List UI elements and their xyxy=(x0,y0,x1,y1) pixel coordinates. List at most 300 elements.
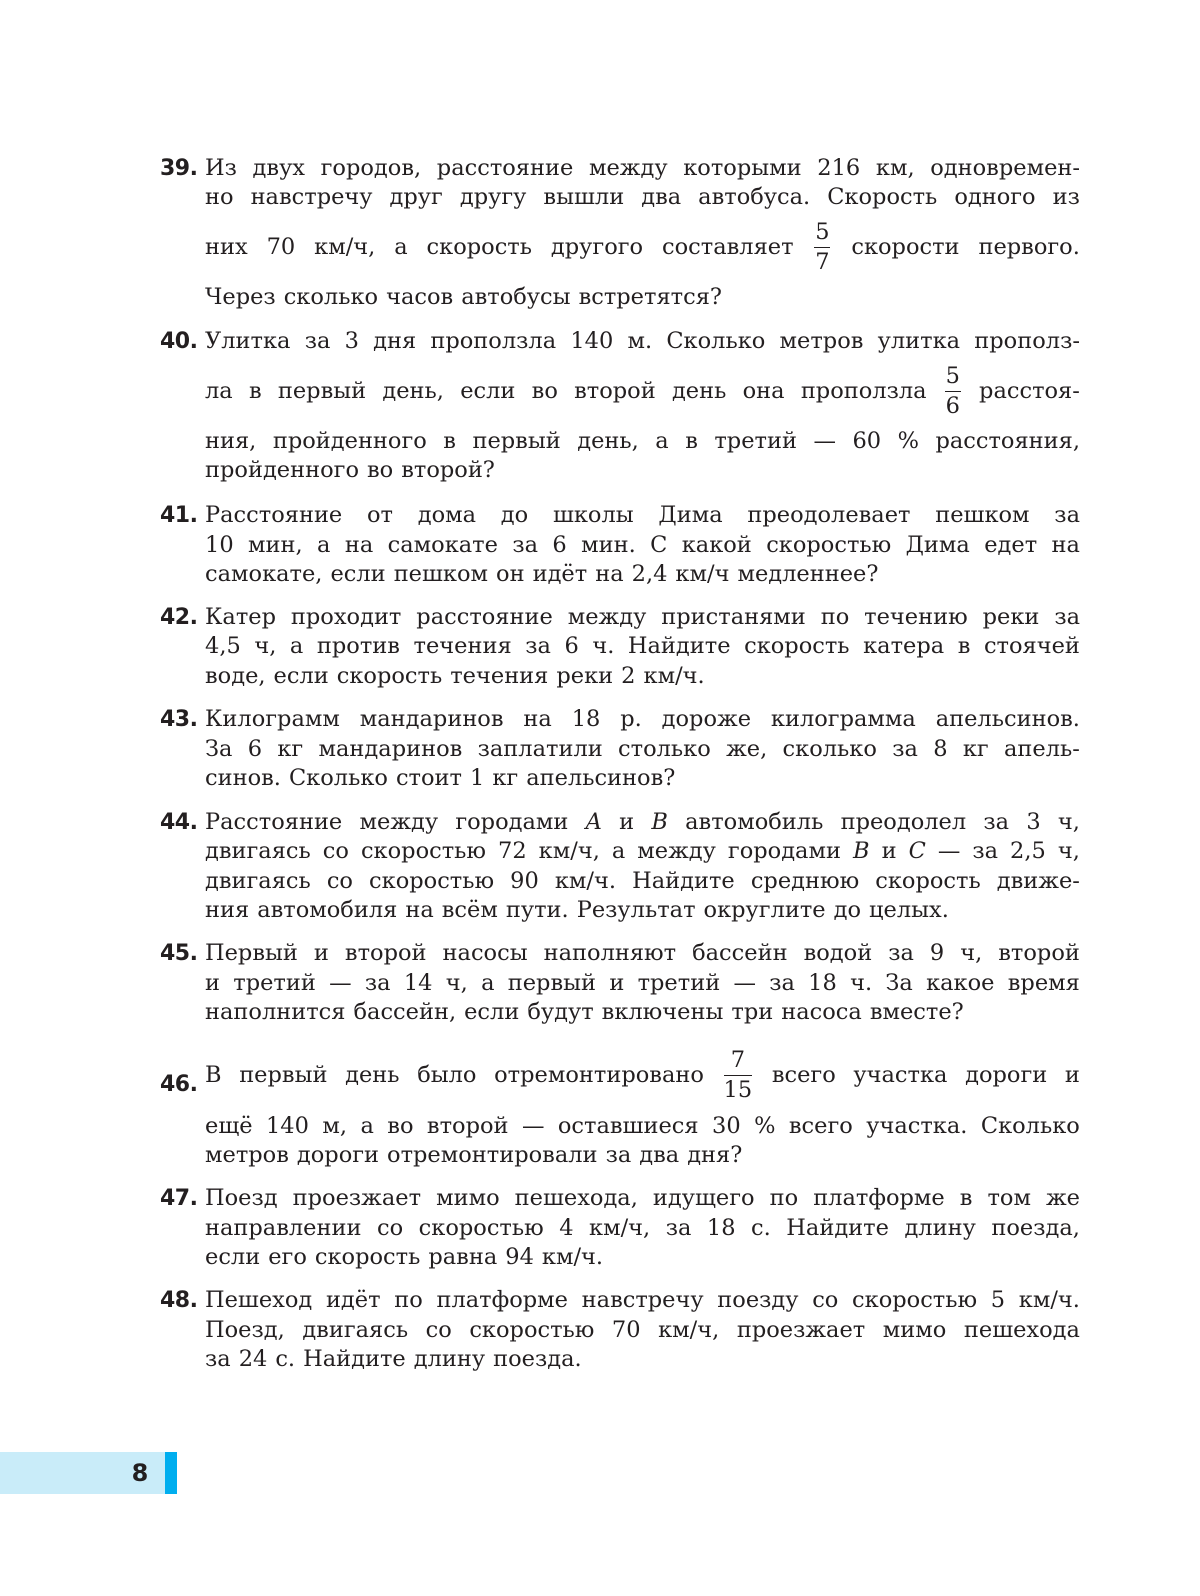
problem-number: 46. xyxy=(160,1072,198,1097)
word: км/ч. xyxy=(554,868,617,894)
word: третий xyxy=(233,970,316,996)
word: со xyxy=(326,868,353,894)
word: кг xyxy=(492,765,519,791)
word: 30 xyxy=(712,1113,741,1139)
word: во xyxy=(387,1113,414,1139)
word: и xyxy=(1064,1062,1080,1088)
word: Пешеход xyxy=(205,1287,313,1313)
word: пройденного xyxy=(272,428,427,454)
word: скоростью xyxy=(369,868,495,894)
word: вышли xyxy=(543,184,625,210)
fraction-denominator: 15 xyxy=(723,1077,753,1103)
word: За xyxy=(885,970,913,996)
fraction-numerator: 5 xyxy=(945,363,960,389)
word: второй xyxy=(998,940,1080,966)
word: том xyxy=(987,1185,1031,1211)
word: стоит xyxy=(395,765,462,791)
word: 1 xyxy=(470,765,485,791)
problem-number: 40. xyxy=(160,329,198,354)
problem-text-line xyxy=(205,1344,1080,1374)
word: между xyxy=(637,838,716,864)
word: бассейн, xyxy=(353,999,457,1025)
word: в xyxy=(959,1185,973,1211)
word: идёт xyxy=(532,561,588,587)
word: часов xyxy=(386,284,454,310)
fraction-numerator: 5 xyxy=(815,219,830,245)
word: 18 xyxy=(706,1215,736,1241)
word xyxy=(586,807,602,837)
word: второй xyxy=(426,1113,509,1139)
problem-number: 41. xyxy=(160,503,198,528)
word: и xyxy=(619,809,635,835)
word: км/ч. xyxy=(643,663,705,689)
word: которыми xyxy=(683,155,802,181)
fraction-denominator: 6 xyxy=(945,393,960,419)
word: день xyxy=(345,1062,400,1088)
fraction-denominator: 7 xyxy=(815,249,830,275)
word: наполняют xyxy=(543,940,677,966)
word: а xyxy=(317,532,331,558)
word: за xyxy=(1054,604,1080,630)
word: Сколько xyxy=(666,328,766,354)
word: второй? xyxy=(401,457,495,483)
word: проезжает xyxy=(292,1185,422,1211)
problem-number: 45. xyxy=(160,941,198,966)
word: 6 xyxy=(564,633,579,659)
word: — xyxy=(329,970,352,996)
word: до xyxy=(833,897,862,923)
word: пешехода xyxy=(963,1317,1080,1343)
word: навстречу xyxy=(250,184,373,210)
word: Найдите xyxy=(632,868,735,894)
word: она xyxy=(742,378,785,404)
word: же, xyxy=(726,736,768,762)
problem-text-line xyxy=(205,938,1080,968)
word: Сколько xyxy=(980,1113,1080,1139)
word: ла xyxy=(205,378,233,404)
word: Катер xyxy=(205,604,276,630)
word: сколько xyxy=(782,736,877,762)
word: мин. xyxy=(581,532,636,558)
word: ещё xyxy=(205,1113,253,1139)
word: день, xyxy=(382,378,444,404)
word: м, xyxy=(322,1113,348,1139)
word: км/ч xyxy=(675,561,730,587)
word: между xyxy=(567,604,647,630)
word: скоростью xyxy=(852,1287,978,1313)
word: 94 xyxy=(505,1244,534,1270)
word: 2,4 xyxy=(631,561,668,587)
word: ч, xyxy=(1057,838,1080,864)
word: по xyxy=(394,1287,423,1313)
problem-text-line xyxy=(205,836,1080,866)
word: проезжает xyxy=(736,1317,866,1343)
word: км/ч. xyxy=(1018,1287,1080,1313)
word: — xyxy=(937,838,961,864)
word: км/ч, xyxy=(658,1317,720,1343)
word: мандаринов xyxy=(318,736,463,762)
word: двух xyxy=(252,155,305,181)
word: по xyxy=(769,1185,799,1211)
word: движе- xyxy=(996,868,1080,894)
word: а xyxy=(394,234,408,260)
word: кг xyxy=(962,736,989,762)
word: ния, xyxy=(205,428,257,454)
word: дня? xyxy=(687,1142,743,1168)
problem-text-line xyxy=(205,763,1080,793)
word: городами xyxy=(455,809,569,835)
word: во xyxy=(366,457,394,483)
word: но xyxy=(205,184,234,210)
word: поезда, xyxy=(991,1215,1080,1241)
page-number-accent-stripe xyxy=(165,1452,177,1494)
word: в xyxy=(443,428,456,454)
word: расстоя- xyxy=(979,378,1080,404)
fraction xyxy=(724,1048,753,1102)
problem-text-line xyxy=(205,455,1080,485)
problem-number: 39. xyxy=(160,156,198,181)
word: метров xyxy=(779,328,864,354)
word: за xyxy=(512,532,539,558)
word: реки xyxy=(982,604,1040,630)
word: двигаясь xyxy=(205,838,311,864)
problem-text-line xyxy=(205,661,1080,691)
word: 90 xyxy=(510,868,539,894)
word: с. xyxy=(751,1215,771,1241)
word: стоячей xyxy=(983,633,1080,659)
problem-text-line xyxy=(205,807,1080,837)
word: в xyxy=(248,378,262,404)
word: округлите xyxy=(703,897,826,923)
word: наполнится xyxy=(205,999,346,1025)
problem-number: 48. xyxy=(160,1288,198,1313)
word: Первый xyxy=(205,940,298,966)
word: Найдите xyxy=(627,633,731,659)
word: килограмма xyxy=(770,706,916,732)
word: длину xyxy=(413,1346,486,1372)
word: за xyxy=(888,940,914,966)
word: 18 xyxy=(808,970,837,996)
word: дороги xyxy=(965,1062,1048,1088)
word: будут xyxy=(527,999,594,1025)
word: прополз- xyxy=(974,328,1080,354)
word: целых. xyxy=(869,897,949,923)
word: на xyxy=(344,532,374,558)
word: длину xyxy=(904,1215,976,1241)
word: а xyxy=(481,970,495,996)
word: За xyxy=(205,736,233,762)
problem-number: 47. xyxy=(160,1186,198,1211)
word: 2 xyxy=(621,663,636,689)
word: 5 xyxy=(990,1287,1006,1313)
word: в xyxy=(685,428,698,454)
math-variable: A xyxy=(585,809,602,835)
word: пешехода, xyxy=(514,1185,638,1211)
word: отремонтировано xyxy=(494,1062,704,1088)
word: за xyxy=(1054,502,1080,528)
word: день, xyxy=(577,428,639,454)
problem-text-line xyxy=(205,530,1080,560)
problem-text-line xyxy=(205,326,1080,356)
word: со xyxy=(377,1215,404,1241)
word: скоростью xyxy=(469,1317,595,1343)
word: за xyxy=(205,1346,231,1372)
word: 72 xyxy=(498,838,527,864)
word: 10 xyxy=(205,532,234,558)
word: на xyxy=(595,561,624,587)
problem-text-line xyxy=(205,1285,1080,1315)
problem-text-line xyxy=(205,602,1080,632)
word: насосы xyxy=(442,940,528,966)
word: и xyxy=(609,970,625,996)
fraction-numerator: 7 xyxy=(730,1047,746,1073)
word: третий xyxy=(637,970,721,996)
word: отремонтировали xyxy=(387,1142,598,1168)
word: Из xyxy=(205,155,237,181)
problem-text-line xyxy=(205,426,1080,456)
word: мимо xyxy=(882,1317,947,1343)
problem-text-line xyxy=(205,1315,1080,1345)
word: со xyxy=(322,838,349,864)
word: автобуса. xyxy=(698,184,811,210)
word: 140 xyxy=(570,328,614,354)
word: включены xyxy=(601,999,724,1025)
word: Расстояние xyxy=(205,809,343,835)
word: Через xyxy=(205,284,276,310)
word: встретятся? xyxy=(578,284,722,310)
word: Скорость xyxy=(827,184,938,210)
word: за xyxy=(972,838,999,864)
word: 18 xyxy=(571,706,601,732)
word: насоса xyxy=(781,999,862,1025)
problem-text-line xyxy=(205,500,1080,530)
word: течения xyxy=(450,663,549,689)
word: ч. xyxy=(850,970,873,996)
word: бассейн xyxy=(692,940,788,966)
problem-text-line xyxy=(205,997,1080,1027)
word: скорость xyxy=(875,868,981,894)
problem-text-line xyxy=(205,1213,1080,1243)
word: Дима xyxy=(658,502,723,528)
page-number: 8 xyxy=(131,1459,149,1487)
problem-text-line xyxy=(205,219,1080,275)
word: а xyxy=(289,633,304,659)
word: скорость xyxy=(336,663,443,689)
word: ч, xyxy=(254,633,277,659)
word: скорость xyxy=(426,234,533,260)
word: между xyxy=(359,809,439,835)
word: Расстояние xyxy=(205,502,343,528)
math-variable: B xyxy=(853,838,870,864)
word: платформе xyxy=(436,1287,568,1313)
word: пути. xyxy=(505,897,569,923)
problem-text-line xyxy=(205,153,1080,183)
word: между xyxy=(588,155,668,181)
word: 6 xyxy=(552,532,567,558)
problem-text-line xyxy=(205,631,1080,661)
word: всего xyxy=(771,1062,836,1088)
math-variable: B xyxy=(651,809,668,835)
problem-text-line xyxy=(205,363,1080,419)
word: 24 xyxy=(238,1346,268,1372)
word: % xyxy=(897,428,919,454)
fraction-bar xyxy=(814,247,830,248)
word: первый xyxy=(277,378,367,404)
word: равна xyxy=(428,1244,498,1270)
word: р. xyxy=(620,706,642,732)
word: пристанями xyxy=(661,604,806,630)
word: кг xyxy=(277,736,304,762)
word: дня xyxy=(373,328,417,354)
word: его xyxy=(268,1244,307,1270)
word: участка. xyxy=(866,1113,968,1139)
word: время xyxy=(1007,970,1080,996)
word: едет xyxy=(984,532,1038,558)
word: составляет xyxy=(662,234,794,260)
word: — xyxy=(521,1113,545,1139)
word: первый xyxy=(472,428,561,454)
word: проползла xyxy=(430,328,557,354)
word: со xyxy=(812,1287,839,1313)
word: дороже xyxy=(661,706,752,732)
word: всего xyxy=(788,1113,853,1139)
word: Результат xyxy=(576,897,696,923)
word: мимо xyxy=(436,1185,500,1211)
word: на xyxy=(1051,532,1080,558)
word: 140 xyxy=(265,1113,309,1139)
word: из xyxy=(1052,184,1080,210)
word: навстречу xyxy=(581,1287,704,1313)
word: за xyxy=(769,970,795,996)
word: на xyxy=(405,897,434,923)
word: ния xyxy=(205,897,250,923)
problem-number: 43. xyxy=(160,707,198,732)
word: какой xyxy=(681,532,752,558)
word: водой xyxy=(803,940,873,966)
word: медленнее? xyxy=(737,561,879,587)
word: третий xyxy=(714,428,797,454)
word: скорость xyxy=(744,633,850,659)
word: а xyxy=(611,838,626,864)
fraction-bar xyxy=(724,1075,753,1076)
word: вместе? xyxy=(869,999,964,1025)
word: одного xyxy=(954,184,1036,210)
word: же xyxy=(1045,1185,1080,1211)
word: среднюю xyxy=(750,868,860,894)
word: 2,5 xyxy=(1010,838,1046,864)
problem-text-line xyxy=(205,282,1080,312)
word: км/ч, xyxy=(589,1215,651,1241)
word: ч. xyxy=(592,633,615,659)
word: автобусы xyxy=(461,284,571,310)
word: если xyxy=(460,378,516,404)
word: дороги xyxy=(296,1142,380,1168)
problem-number: 42. xyxy=(160,605,198,630)
word: за xyxy=(983,809,1010,835)
word: столько xyxy=(618,736,711,762)
word: в xyxy=(957,633,971,659)
problem-text-line xyxy=(205,1140,1080,1170)
word: мандаринов xyxy=(359,706,504,732)
word: платформе xyxy=(813,1185,945,1211)
word: автомобиля xyxy=(257,897,398,923)
word: всём xyxy=(441,897,498,923)
word: расстояние xyxy=(436,155,574,181)
word: сколько xyxy=(283,284,379,310)
word: от xyxy=(367,502,393,528)
math-variable: C xyxy=(908,838,926,864)
word: если xyxy=(464,999,520,1025)
word: ч, xyxy=(960,940,983,966)
word: за xyxy=(892,736,918,762)
word: идёт xyxy=(325,1287,381,1313)
word: три xyxy=(731,999,774,1025)
word: 8 xyxy=(933,736,948,762)
word: за xyxy=(665,1215,692,1241)
word: а xyxy=(360,1113,374,1139)
word: два xyxy=(639,1142,680,1168)
word: до xyxy=(500,502,529,528)
word: пешком xyxy=(935,502,1030,528)
word: В xyxy=(205,1062,222,1088)
word: скоростью xyxy=(360,838,486,864)
word: апельсинов. xyxy=(935,706,1080,732)
word: Найдите xyxy=(786,1215,889,1241)
word: самокате xyxy=(387,532,498,558)
word: если xyxy=(330,561,386,587)
word: со xyxy=(425,1317,452,1343)
word: какое xyxy=(926,970,995,996)
word: 70 xyxy=(266,234,296,260)
word: если xyxy=(273,663,329,689)
word: во xyxy=(531,378,558,404)
word: апельсинов? xyxy=(526,765,676,791)
problem-text-line xyxy=(205,895,1080,925)
problem-text-line xyxy=(205,1047,1080,1103)
word: первый xyxy=(507,970,597,996)
word: Поезд xyxy=(205,1185,278,1211)
word: км/ч. xyxy=(541,1244,604,1270)
problem-text-line xyxy=(205,559,1080,589)
word: 9 xyxy=(929,940,945,966)
fraction-bar xyxy=(945,391,961,392)
problem-text-line xyxy=(205,968,1080,998)
word: самокате, xyxy=(205,561,323,587)
word: направлении xyxy=(205,1215,362,1241)
word: скоростью xyxy=(766,532,892,558)
word: — xyxy=(813,428,836,454)
word: расстояния, xyxy=(935,428,1080,454)
word: друг xyxy=(389,184,443,210)
word: Сколько xyxy=(288,765,388,791)
word: за xyxy=(605,1142,632,1168)
word: Поезд, xyxy=(205,1317,285,1343)
word: улитка xyxy=(877,328,961,354)
problem-text-line xyxy=(205,1242,1080,1272)
word xyxy=(853,836,870,866)
word: двигаясь xyxy=(302,1317,409,1343)
word: проходит xyxy=(290,604,402,630)
word: за xyxy=(525,633,551,659)
word: синов. xyxy=(205,765,281,791)
problem-text-line xyxy=(205,182,1080,212)
word: по xyxy=(820,604,850,630)
word: км, xyxy=(875,155,915,181)
word: два xyxy=(641,184,682,210)
problem-number: 44. xyxy=(160,810,198,835)
problem-text-line xyxy=(205,1183,1080,1213)
word: двигаясь xyxy=(205,868,311,894)
